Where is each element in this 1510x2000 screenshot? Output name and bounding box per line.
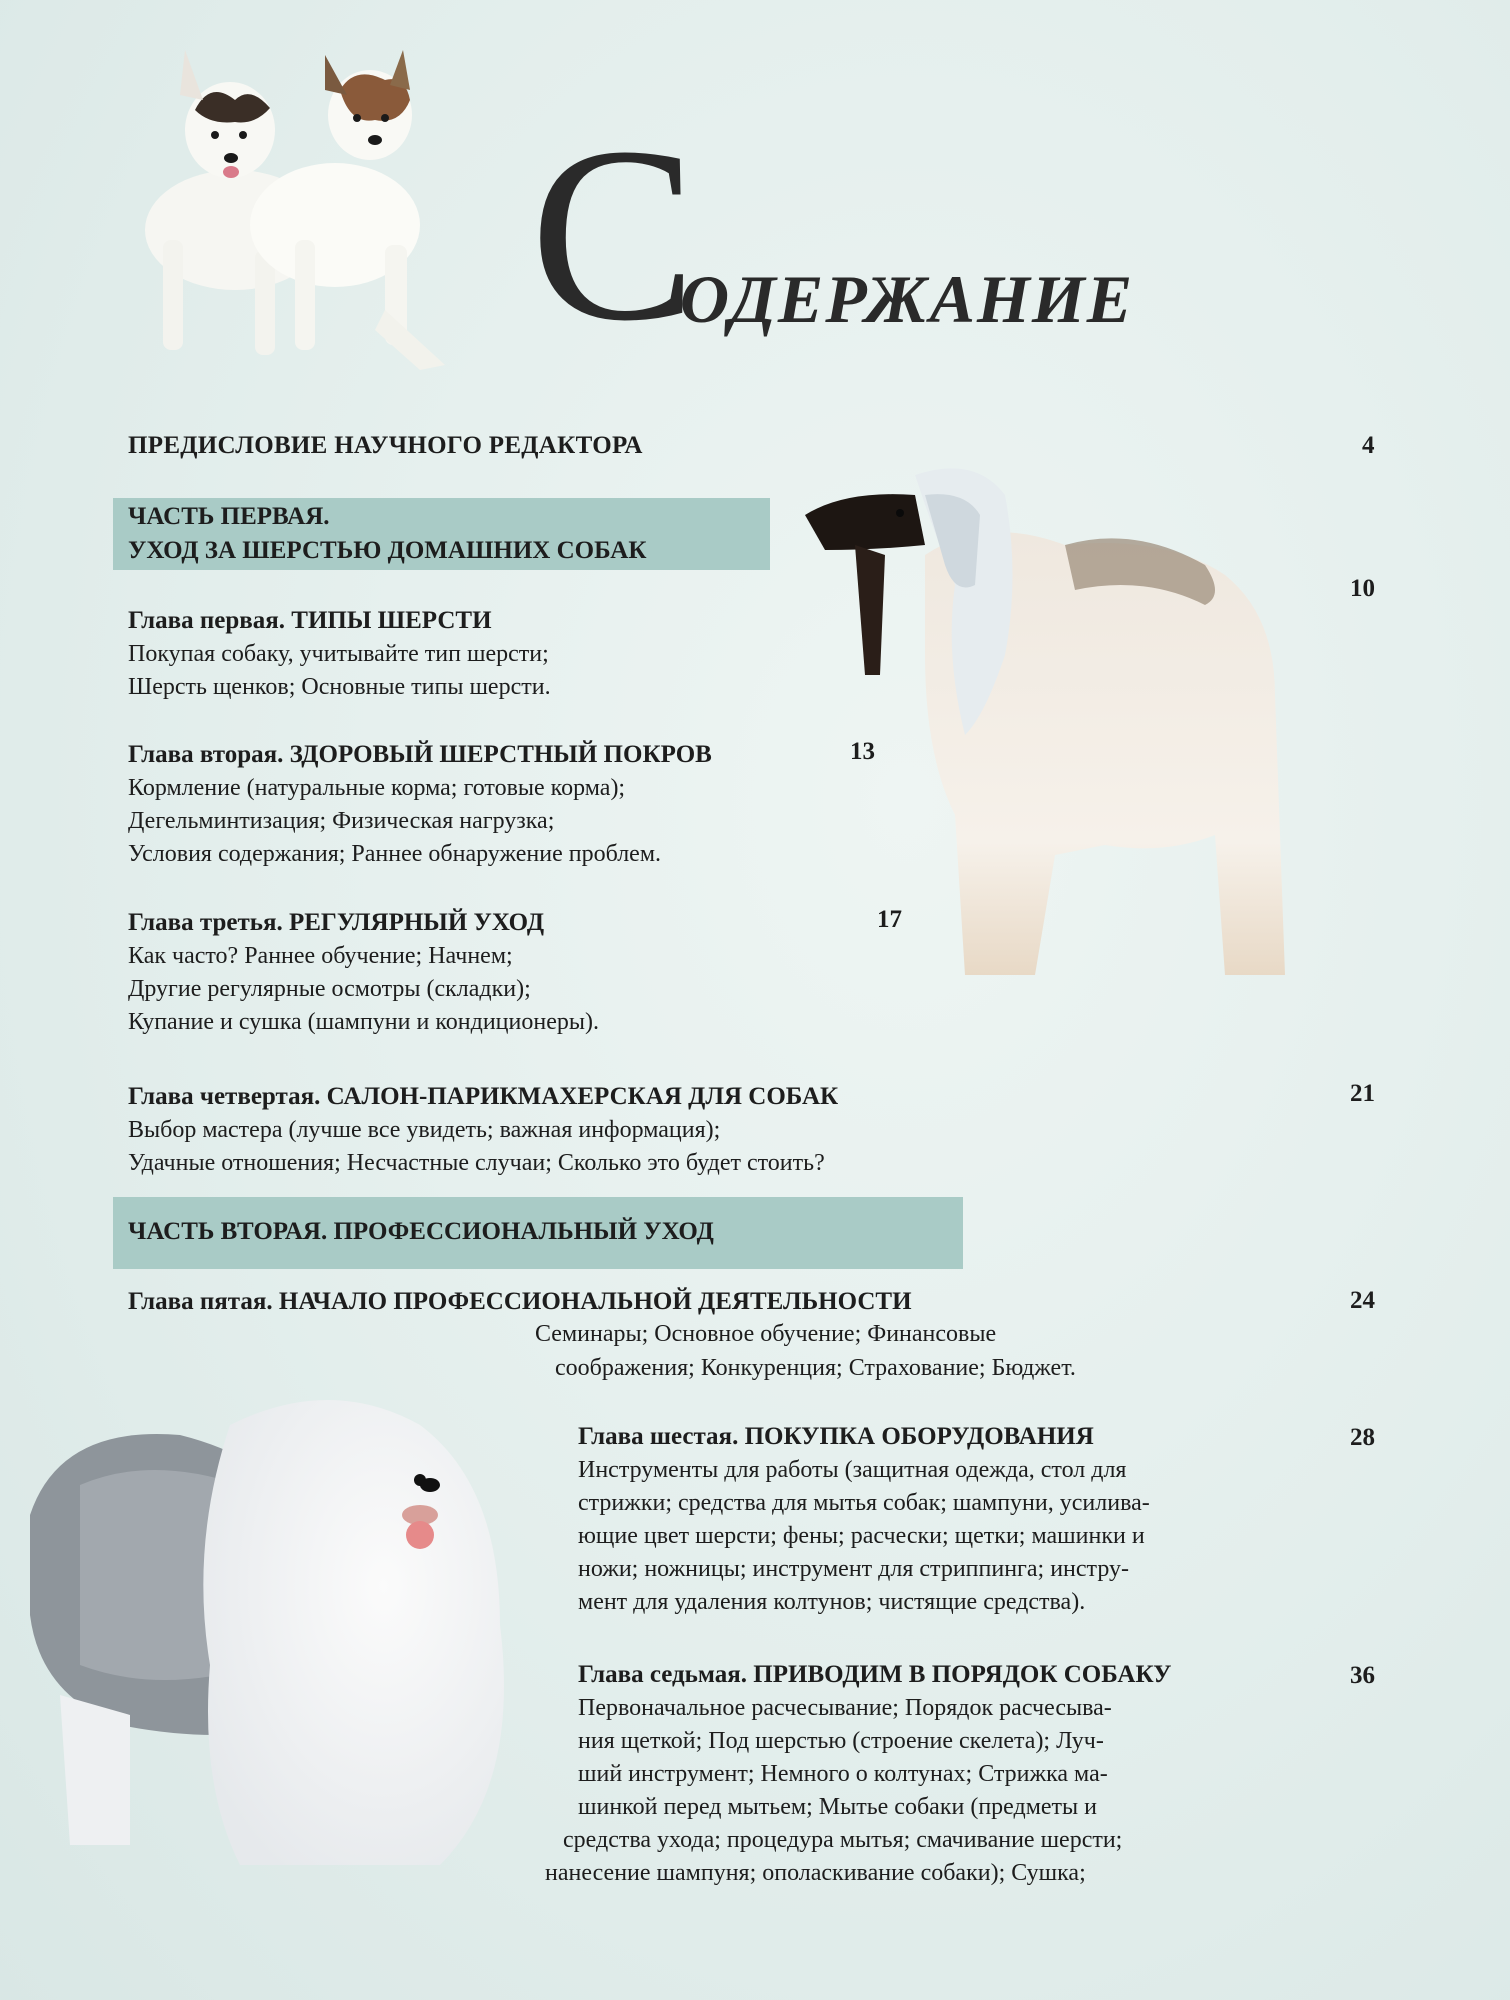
chapter-5-page: 24 bbox=[1350, 1287, 1375, 1314]
chapter-5-line-2: соображения; Конкуренция; Страхование; Бюджет. bbox=[555, 1355, 1076, 1381]
preface-title: ПРЕДИСЛОВИЕ НАУЧНОГО РЕДАКТОРА bbox=[128, 432, 643, 459]
chapter-4-heading bbox=[128, 1080, 838, 1113]
chapter-5-label: Глава пятая. bbox=[128, 1288, 273, 1315]
chapter-3-title: РЕГУЛЯРНЫЙ УХОД bbox=[288, 909, 545, 936]
chapter-7-label: Глава седьмая. bbox=[578, 1661, 748, 1688]
chapter-2-line: Условия содержания; Раннее обнаружение проблем. bbox=[128, 841, 662, 867]
chapter-2-title: ЗДОРОВЫЙ ШЕРСТНЫЙ ПОКРОВ bbox=[289, 741, 712, 768]
chapter-5-line-1: Семинары; Основное обучение; Финансовые bbox=[535, 1321, 997, 1347]
part2-line1: ЧАСТЬ ВТОРАЯ. ПРОФЕССИОНАЛЬНЫЙ УХОД bbox=[128, 1218, 714, 1245]
chapter-4-body bbox=[128, 1114, 825, 1180]
chapter-6-line: ющие цвет шерсти; фены; расчески; щетки; машинки и bbox=[578, 1523, 1145, 1549]
title-initial: С bbox=[530, 96, 697, 373]
chapter-2-line: Кормление (натуральные корма; готовые корма); bbox=[128, 775, 626, 801]
part1-line2: УХОД ЗА ШЕРСТЬЮ ДОМАШНИХ СОБАК bbox=[128, 537, 647, 564]
chapter-6-page: 28 bbox=[1350, 1424, 1375, 1451]
chapter-7-line-3: ший инструмент; Немного о колтунах; Стрижка ма- bbox=[578, 1761, 1108, 1787]
chapter-3-line: Купание и сушка (шампуни и кондиционеры). bbox=[128, 1009, 599, 1035]
chapter-6-heading bbox=[578, 1420, 1094, 1453]
chapter-4-line: Удачные отношения; Несчастные случаи; Сколько это будет стоить? bbox=[128, 1150, 825, 1176]
chapter-7-page: 36 bbox=[1350, 1662, 1375, 1689]
chapter-4-line: Выбор мастера (лучше все увидеть; важная информация); bbox=[128, 1117, 721, 1143]
chapter-6-line: Инструменты для работы (защитная одежда, стол для bbox=[578, 1457, 1127, 1483]
chapter-5-title: НАЧАЛО ПРОФЕССИОНАЛЬНОЙ ДЕЯТЕЛЬНОСТИ bbox=[278, 1288, 912, 1315]
chapter-6-title: ПОКУПКА ОБОРУДОВАНИЯ bbox=[744, 1423, 1094, 1450]
chapter-2-heading bbox=[128, 738, 712, 771]
chapter-1-body bbox=[128, 638, 551, 704]
chapter-7-line-5: средства ухода; процедура мытья; смачивание шерсти; bbox=[563, 1827, 1123, 1853]
chapter-3-label: Глава третья. bbox=[128, 909, 283, 936]
preface-page: 4 bbox=[1362, 432, 1375, 459]
chapter-7-line-6: нанесение шампуня; ополаскивание собаки); Сушка; bbox=[545, 1860, 1086, 1886]
chapter-1-line: Покупая собаку, учитывайте тип шерсти; bbox=[128, 641, 549, 667]
chapter-7-line-1: Первоначальное расчесывание; Порядок расчесыва- bbox=[578, 1695, 1112, 1721]
part1-line1: ЧАСТЬ ПЕРВАЯ. bbox=[128, 503, 330, 530]
chapter-4-label: Глава четвертая. bbox=[128, 1083, 321, 1110]
chapter-1-heading bbox=[128, 604, 492, 637]
title-rest: ОДЕРЖАНИЕ bbox=[680, 261, 1135, 337]
chapter-3-page: 17 bbox=[877, 906, 902, 933]
chapter-3-line: Как часто? Раннее обучение; Начнем; bbox=[128, 943, 513, 969]
chapter-6-label: Глава шестая. bbox=[578, 1423, 739, 1450]
chapter-3-line: Другие регулярные осмотры (складки); bbox=[128, 976, 531, 1002]
chapter-2-body bbox=[128, 772, 661, 871]
chapter-4-page: 21 bbox=[1350, 1080, 1375, 1107]
chapter-3-body bbox=[128, 940, 599, 1039]
chapter-7-line-4: шинкой перед мытьем; Мытье собаки (предметы и bbox=[578, 1794, 1097, 1820]
chapter-6-body bbox=[578, 1454, 1150, 1619]
chapter-5-heading bbox=[128, 1285, 912, 1318]
chapter-1-title: ТИПЫ ШЕРСТИ bbox=[291, 607, 492, 634]
chapter-6-line: стрижки; средства для мытья собак; шампуни, усилива- bbox=[578, 1490, 1150, 1516]
chapter-6-line: ножи; ножницы; инструмент для стриппинга; инстру- bbox=[578, 1556, 1129, 1582]
chapter-7-title: ПРИВОДИМ В ПОРЯДОК СОБАКУ bbox=[753, 1661, 1172, 1688]
part1-page: 10 bbox=[1350, 575, 1375, 602]
chapter-3-heading bbox=[128, 906, 544, 939]
chapter-7-line-2: ния щеткой; Под шерстью (строение скелета); Луч- bbox=[578, 1728, 1104, 1754]
chapter-6-line: мент для удаления колтунов; чистящие средства). bbox=[578, 1589, 1086, 1615]
chapter-7-heading bbox=[578, 1658, 1171, 1691]
chapter-2-label: Глава вторая. bbox=[128, 741, 284, 768]
sheepdog-photo bbox=[0, 1365, 580, 1885]
chapter-4-title: САЛОН-ПАРИКМАХЕРСКАЯ ДЛЯ СОБАК bbox=[326, 1083, 839, 1110]
chapter-1-line: Шерсть щенков; Основные типы шерсти. bbox=[128, 674, 551, 700]
chapter-2-line: Дегельминтизация; Физическая нагрузка; bbox=[128, 808, 555, 834]
chapter-2-page: 13 bbox=[850, 738, 875, 765]
page-title bbox=[530, 96, 1135, 373]
terrier-dogs-photo bbox=[85, 30, 495, 380]
chapter-1-label: Глава первая. bbox=[128, 607, 286, 634]
